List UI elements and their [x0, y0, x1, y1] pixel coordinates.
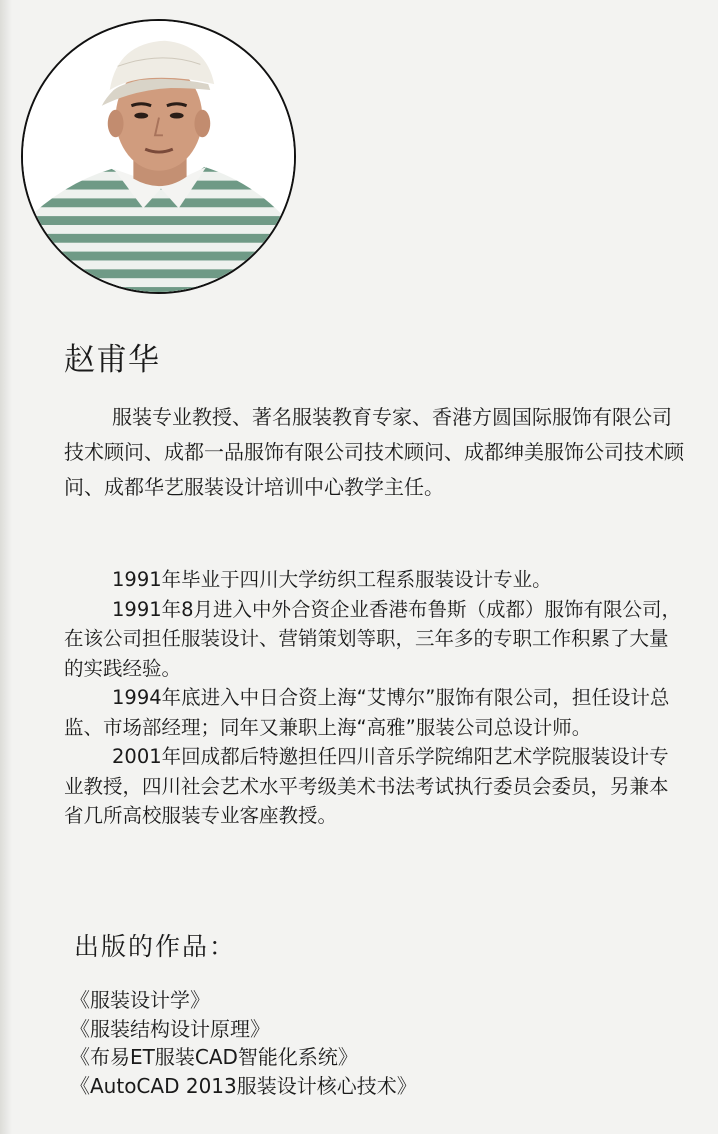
author-portrait	[21, 19, 296, 294]
career-section	[64, 565, 684, 831]
works-list	[70, 986, 417, 1100]
career-paragraph-1994-shanghai: 1994年底进入中日合资上海“艾博尔”服饰有限公司，担任设计总监、市场部经理；同年又兼职上海“高雅”服装公司总设计师。	[64, 686, 670, 739]
page-edge	[0, 0, 12, 1134]
works-heading: 出版的作品：	[74, 932, 237, 961]
bio-text: 服装专业教授、著名服装教育专家、香港方圆国际服饰有限公司技术顾问、成都一品服饰有限公司技术顾问、成都绅美服饰公司技术顾问、成都华艺服装设计培训中心教学主任。	[64, 405, 684, 499]
work-item: 《布易ET服装CAD智能化系统》	[70, 1045, 358, 1069]
career-paragraph-2001-chengdu: 2001年回成都后特邀担任四川音乐学院绵阳艺术学院服装设计专业教授，四川社会艺术水平考级美术书法考试执行委员会委员，另兼本省几所高校服装专业客座教授。	[64, 745, 669, 827]
career-paragraph-1991-graduation: 1991年毕业于四川大学纺织工程系服装设计专业。	[112, 568, 552, 591]
author-name: 赵甫华	[64, 342, 160, 378]
work-item: 《AutoCAD 2013服装设计核心技术》	[70, 1073, 417, 1098]
work-item: 《服装结构设计原理》	[70, 1016, 270, 1041]
work-item: 《服装设计学》	[70, 988, 210, 1012]
career-paragraph-1991-bruce: 1991年8月进入中外合资企业香港布鲁斯（成都）服饰有限公司，在该公司担任服装设计、营销策划等职，三年多的专职工作积累了大量的实践经验。	[64, 597, 682, 680]
bio-paragraph	[64, 400, 684, 505]
